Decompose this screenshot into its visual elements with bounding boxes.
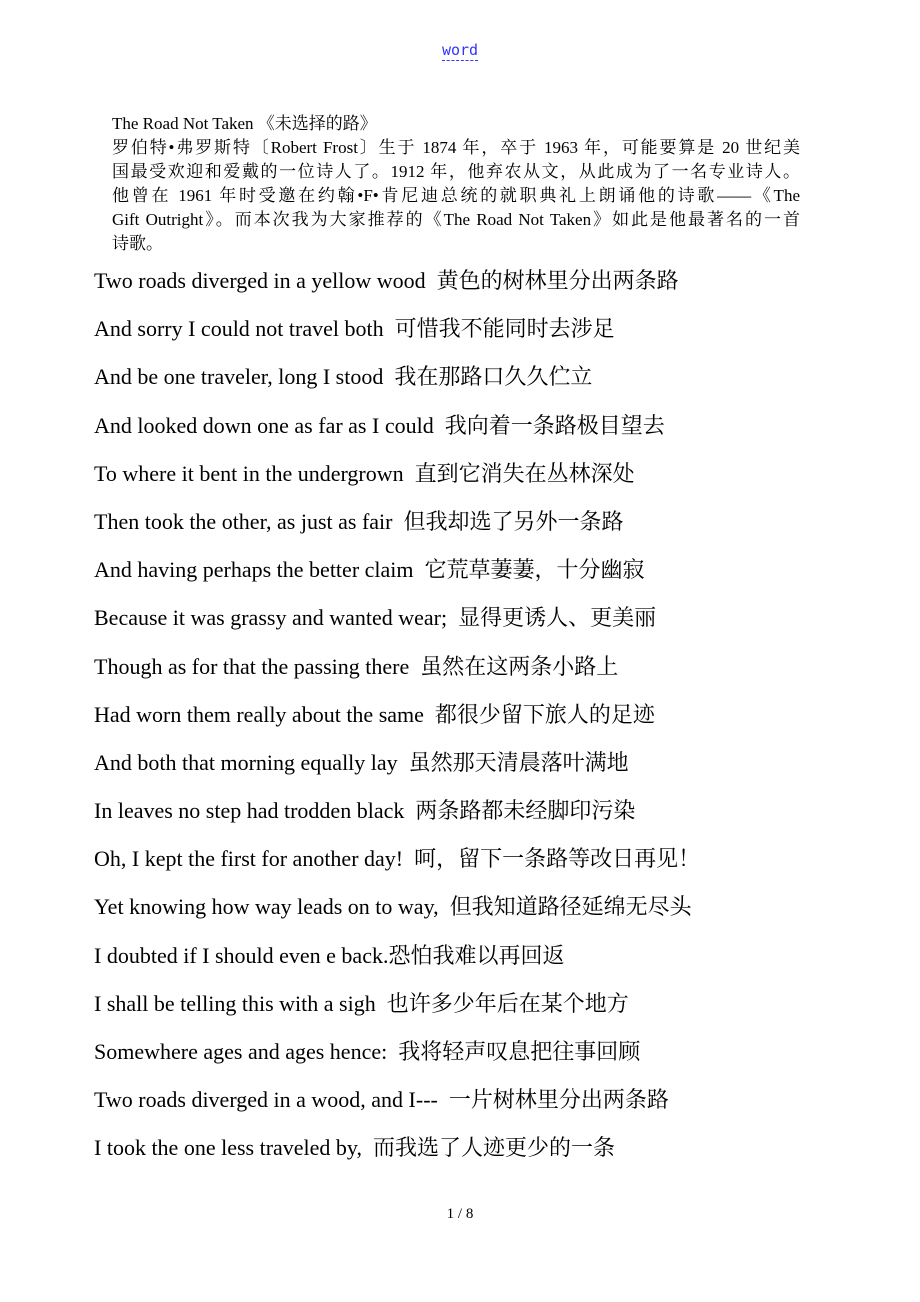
page-header xyxy=(0,41,920,60)
poem-line: And having perhaps the better claim 它荒草萋萋，十分幽寂 xyxy=(94,557,645,583)
intro-line: 国最受欢迎和爱戴的一位诗人了。1912 年，他弃农从文，从此成为了一名专业诗人。 xyxy=(112,162,800,181)
intro-line: 诗歌。 xyxy=(112,234,163,253)
intro-paragraph xyxy=(112,112,800,256)
poem-line: Because it was grassy and wanted wear; 显得更诱人、更美丽 xyxy=(94,605,657,631)
poem-line: Though as for that the passing there 虽然在这两条小路上 xyxy=(94,653,619,679)
poem-line: I shall be telling this with a sigh 也许多少年后在某个地方 xyxy=(94,990,629,1016)
poem-body xyxy=(94,263,700,1179)
intro-line: 他曾在 1961 年时受邀在约翰•F•肯尼迪总统的就职典礼上朗诵他的诗歌——《The xyxy=(112,186,800,205)
intro-title: The Road Not Taken 《未选择的路》 xyxy=(112,114,377,133)
poem-line: In leaves no step had trodden black 两条路都未经脚印污染 xyxy=(94,798,636,824)
poem-line: Somewhere ages and ages hence: 我将轻声叹息把往事回顾 xyxy=(94,1039,641,1064)
header-word-link[interactable]: word xyxy=(441,41,479,59)
page-number: 1 / 8 xyxy=(446,1206,474,1222)
intro-line: 罗伯特•弗罗斯特〔Robert Frost〕生于 1874 年，卒于 1963 年，可能要算是 20 世纪美 xyxy=(112,138,800,157)
poem-line: And sorry I could not travel both 可惜我不能同时去涉足 xyxy=(94,316,615,342)
intro-line: Gift Outright》。而本次我为大家推荐的《The Road Not Taken》如此是他最著名的一首 xyxy=(112,210,800,229)
poem-line: And be one traveler, long I stood 我在那路口久久伫立 xyxy=(94,364,593,390)
poem-line: Oh, I kept the first for another day! 呵，留下一条路等改日再见！ xyxy=(94,846,701,872)
poem-line: Had worn them really about the same 都很少留下旅人的足迹 xyxy=(94,701,655,727)
poem-line: Then took the other, as just as fair 但我却选了另外一条路 xyxy=(94,508,624,534)
poem-line: To where it bent in the undergrown 直到它消失在丛林深处 xyxy=(94,460,635,486)
poem-line: And both that morning equally lay 虽然那天清晨落叶满地 xyxy=(94,749,629,775)
poem-line: Two roads diverged in a yellow wood 黄色的树林里分出两条路 xyxy=(94,268,679,293)
poem-line: Two roads diverged in a wood, and I--- 一片树林里分出两条路 xyxy=(94,1087,669,1113)
poem-line: And looked down one as far as I could 我向着一条路极目望去 xyxy=(94,412,665,438)
poem-line: I doubted if I should even e back.恐怕我难以再回返 xyxy=(94,942,565,968)
poem-line: Yet knowing how way leads on to way, 但我知道路径延绵无尽头 xyxy=(94,894,692,920)
poem-line: I took the one less traveled by, 而我选了人迹更少的一条 xyxy=(94,1135,615,1161)
